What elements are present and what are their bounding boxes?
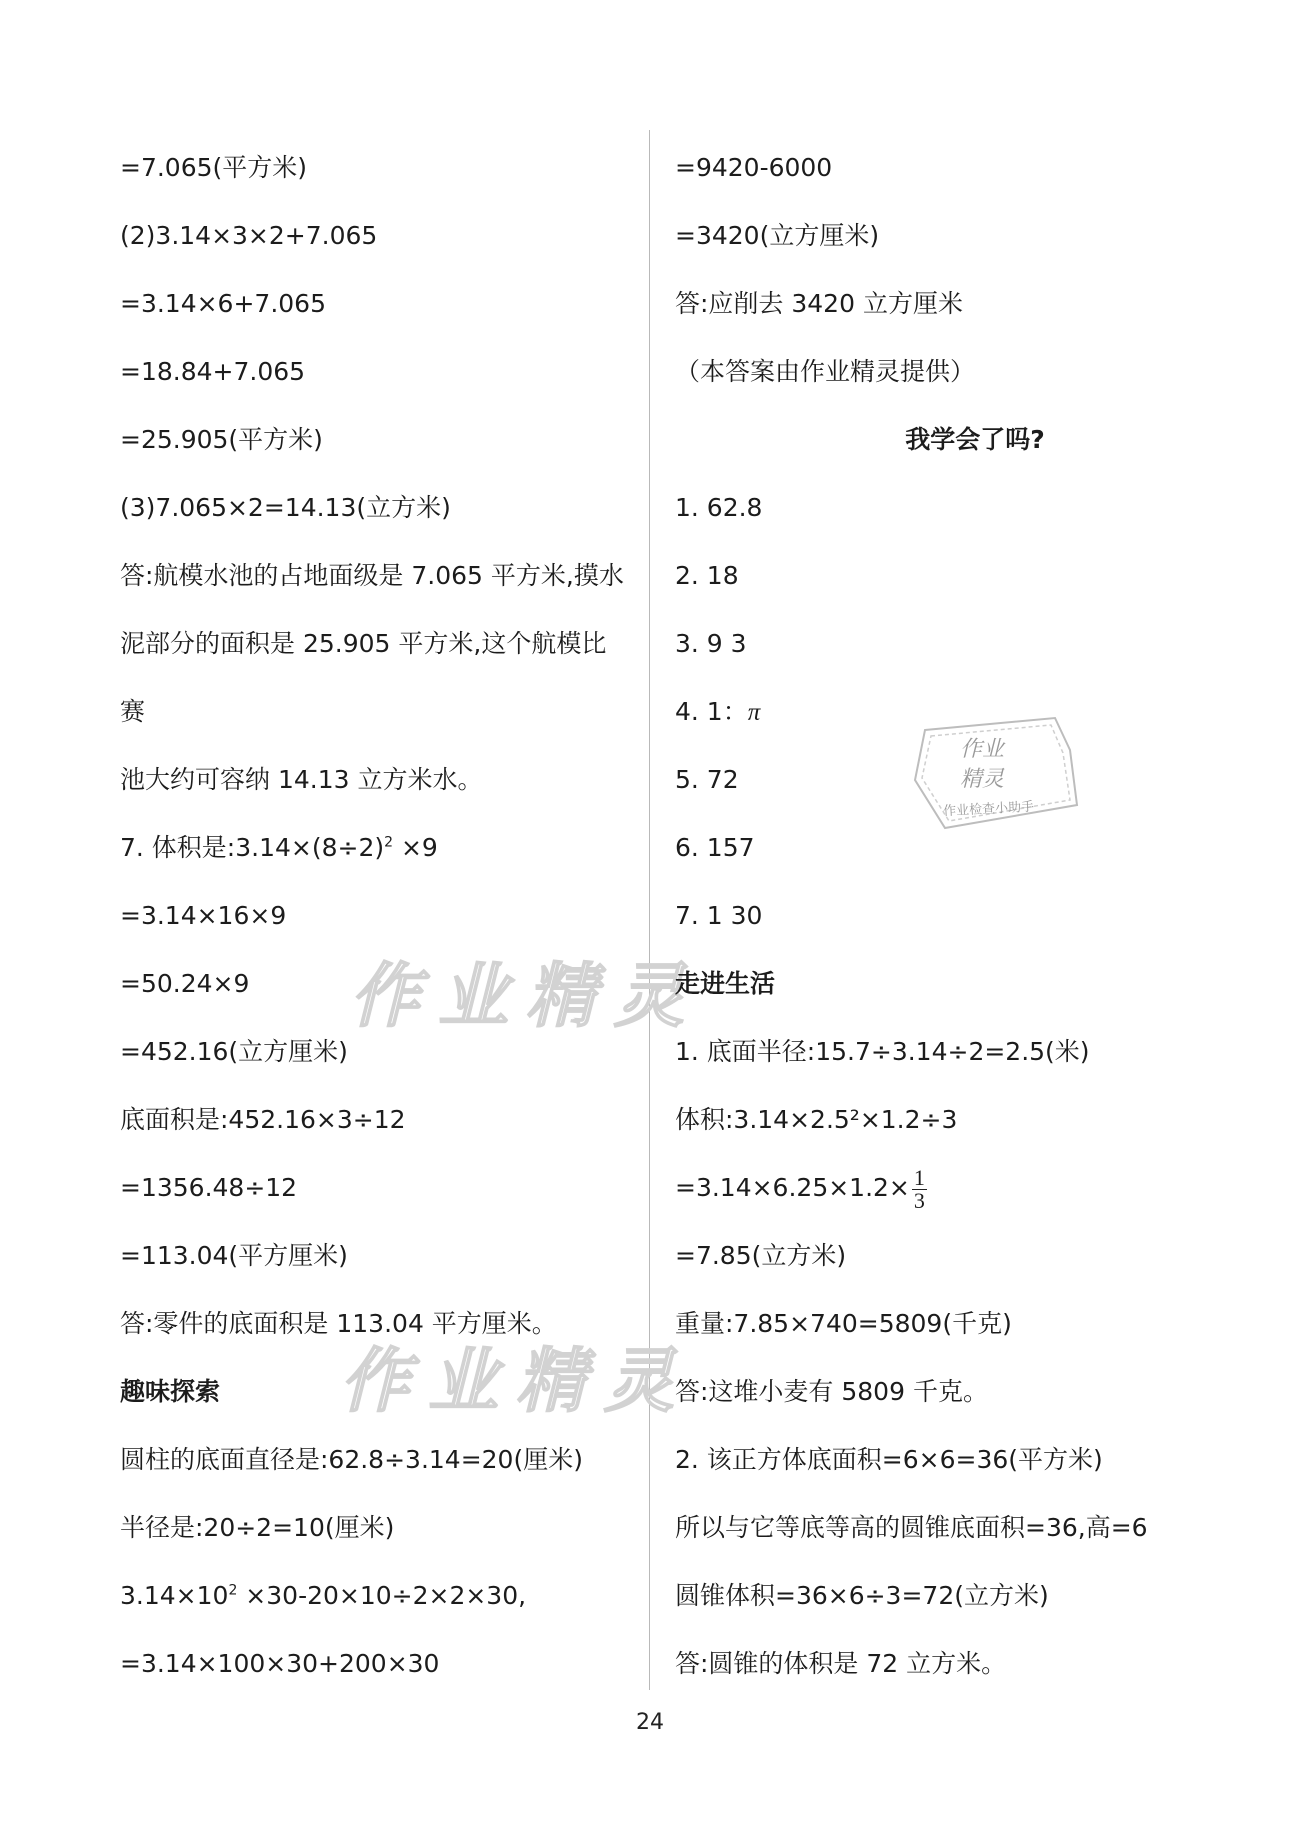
page-number: 24	[636, 1710, 664, 1735]
stamp-line-3: 作业检查小助手	[942, 799, 1035, 820]
text-line: 池大约可容纳 14.13 立方米水。	[120, 765, 483, 794]
text-line: 体积:3.14×2.5²×1.2÷3	[675, 1105, 958, 1134]
section-heading-fun: 趣味探索	[120, 1377, 221, 1406]
fraction	[912, 1164, 927, 1213]
text-line: (3)7.065×2=14.13(立方米)	[120, 493, 451, 522]
text-line: 重量:7.85×740=5809(千克)	[675, 1309, 1012, 1338]
source-note: （本答案由作业精灵提供）	[675, 357, 976, 386]
text-line	[120, 833, 438, 863]
text-line: 答:零件的底面积是 113.04 平方厘米。	[120, 1309, 557, 1338]
answer-item: 6. 157	[675, 833, 755, 862]
text-line: 2. 该正方体底面积=6×6=36(平方米)	[675, 1445, 1103, 1474]
text-line	[120, 1581, 526, 1611]
text-part: 3.14×10	[120, 1581, 229, 1610]
answer-item: 2. 18	[675, 561, 739, 590]
text-line: =113.04(平方厘米)	[120, 1241, 348, 1270]
answer-item: 5. 72	[675, 765, 739, 794]
text-line: 答:应削去 3420 立方厘米	[675, 289, 963, 318]
homework-stamp	[905, 710, 1085, 835]
text-line: 答:航模水池的占地面级是 7.065 平方米,摸水	[120, 561, 624, 590]
text-line: =9420-6000	[675, 153, 833, 182]
text-line: =50.24×9	[120, 969, 250, 998]
text-part: ×9	[393, 833, 438, 862]
answer-item: 1. 62.8	[675, 493, 763, 522]
watermark-2: 作业精灵	[340, 1340, 692, 1422]
text-line: 答:这堆小麦有 5809 千克。	[675, 1377, 988, 1406]
answer-item: 7. 1 30	[675, 901, 763, 930]
text-part: =3.14×6.25×1.2×	[675, 1173, 910, 1202]
text-line: 圆柱的底面直径是:62.8÷3.14=20(厘米)	[120, 1445, 583, 1474]
text-line: =18.84+7.065	[120, 357, 306, 386]
section-heading-learned: 我学会了吗?	[905, 425, 1045, 454]
text-part: ×30-20×10÷2×2×30,	[237, 1581, 527, 1610]
text-line: =7.065(平方米)	[120, 153, 308, 182]
text-part: 7. 体积是:3.14×(8÷2)	[120, 833, 385, 862]
text-part: 4. 1：	[675, 697, 748, 726]
text-line: =3.14×6+7.065	[120, 289, 326, 318]
text-line: =452.16(立方厘米)	[120, 1037, 348, 1066]
superscript: 2	[228, 1582, 238, 1599]
text-line: 底面积是:452.16×3÷12	[120, 1105, 406, 1134]
text-line: =3.14×100×30+200×30	[120, 1649, 440, 1678]
text-line: =25.905(平方米)	[120, 425, 323, 454]
stamp-line-2: 精灵	[960, 767, 1005, 792]
text-line: =3420(立方厘米)	[675, 221, 880, 250]
text-line: 答:圆锥的体积是 72 立方米。	[675, 1649, 1007, 1678]
text-line: 圆锥体积=36×6÷3=72(立方米)	[675, 1581, 1049, 1610]
text-line: =1356.48÷12	[120, 1173, 298, 1202]
text-line: 1. 底面半径:15.7÷3.14÷2=2.5(米)	[675, 1037, 1090, 1066]
section-heading-life: 走进生活	[675, 969, 776, 998]
text-line: 所以与它等底等高的圆锥底面积=36,高=6	[675, 1513, 1148, 1542]
text-line: =3.14×16×9	[120, 901, 287, 930]
text-line: (2)3.14×3×2+7.065	[120, 221, 378, 250]
answer-item	[675, 697, 760, 728]
pi-symbol: π	[747, 699, 761, 726]
text-line: 泥部分的面积是 25.905 平方米,这个航模比	[120, 629, 607, 658]
stamp-line-1: 作业	[960, 737, 1005, 762]
column-divider	[649, 130, 650, 1690]
text-line: 赛	[120, 697, 146, 726]
fraction-numerator: 1	[913, 1164, 925, 1190]
answer-item: 3. 9 3	[675, 629, 747, 658]
fraction-denominator: 3	[913, 1187, 925, 1213]
text-line: 半径是:20÷2=10(厘米)	[120, 1513, 395, 1542]
text-line: =7.85(立方米)	[675, 1241, 847, 1270]
superscript: 2	[384, 834, 394, 851]
watermark-1: 作业精灵	[350, 955, 702, 1037]
text-line	[675, 1165, 927, 1212]
